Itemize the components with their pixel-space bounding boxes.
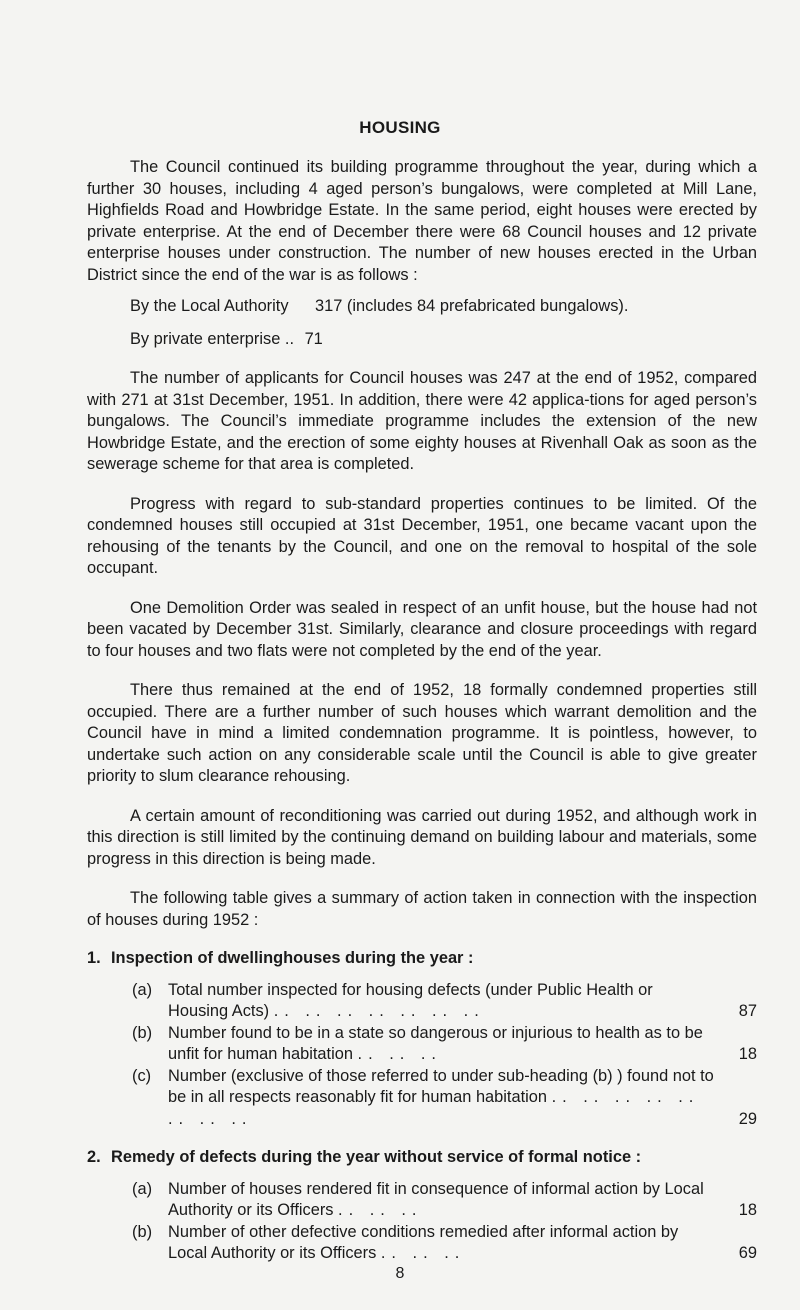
item-dot-leader: .. .. .. — [380, 1244, 466, 1262]
list-item — [132, 1222, 757, 1265]
paragraph-table-intro: The following table gives a summary of action taken in connection with the inspection of houses during 1952 : — [87, 889, 757, 929]
item-text — [168, 1222, 717, 1265]
list-item — [132, 980, 757, 1023]
section-title-text: Remedy of defects during the year without service of formal notice : — [111, 1148, 642, 1166]
stat-private-enterprise — [130, 329, 757, 351]
paragraph-reconditioning: A certain amount of reconditioning was carried out during 1952, and although work in this direction is still limited by the continuing demand on building labour and materials, some progress in this direction is being made. — [87, 806, 757, 868]
stat-local-authority-label: By the Local Authority — [130, 297, 289, 315]
item-value: 69 — [738, 1244, 757, 1262]
item-dot-leader: .. .. .. .. .. .. .. .. — [168, 1088, 700, 1128]
item-dot-leader: .. .. .. — [338, 1201, 423, 1219]
item-letter: (a) — [132, 1179, 153, 1198]
section-inspection-title — [87, 948, 757, 970]
paragraph-building-programme: The Council continued its building programme throughout the year, during which a further 30 houses, including 4 aged person’s bungalows, were completed at Mill Lane, Highfields Road and Howbridge Estate. In the same period, eight houses were erected by private enterprise. At the end of December there were 68 Council houses and 12 private enterprise houses under construction. The number of new houses erected in the Urban District since the end of the war is as follows : — [87, 158, 757, 284]
paragraph-sub-standard: Progress with regard to sub-standard properties continues to be limited. Of the condemned houses still occupied at 31st December, 1951, one became vacant upon the rehousing of the tenants by the Council, and one on the removal to hospital of the sole occupant. — [87, 494, 757, 577]
list-item — [132, 1023, 757, 1066]
stat-local-authority — [130, 296, 757, 318]
stat-local-authority-value: 317 (includes 84 prefabricated bungalows). — [315, 297, 629, 315]
stat-private-enterprise-dots: .. — [284, 329, 294, 348]
item-text-content: Number found to be in a state so dangerous or injurious to health as to be unfit for human habitation — [168, 1023, 703, 1063]
stat-private-enterprise-value: 71 — [304, 329, 323, 348]
list-item — [132, 1179, 757, 1222]
item-text — [168, 1179, 717, 1222]
item-value: 18 — [738, 1201, 757, 1219]
item-value: 29 — [738, 1109, 757, 1128]
page-heading: HOUSING — [359, 118, 441, 137]
page-number: 8 — [395, 1265, 405, 1282]
item-dot-leader: .. .. .. — [357, 1045, 442, 1063]
item-text-content: Number (exclusive of those referred to under sub-heading (b) ) found not to be in all respects reasonably fit for human habitation — [168, 1066, 714, 1106]
item-dot-leader: .. .. .. .. .. .. .. — [273, 1002, 485, 1020]
item-letter: (b) — [132, 1222, 153, 1241]
section-number: 2. — [87, 1148, 101, 1166]
item-letter: (b) — [132, 1023, 153, 1042]
paragraph-applicants: The number of applicants for Council houses was 247 at the end of 1952, compared with 271 at 31st December, 1951. In addition, there were 42 applica-tions for aged person’s bungalows. The Council’s immediate programme includes the extension of the new Howbridge Estate, and the erection of some eighty houses at Rivenhall Oak as soon as the sewerage scheme for that area is completed. — [87, 369, 757, 473]
item-text-content: Number of other defective conditions remedied after informal action by Local Authority or its Officers — [168, 1222, 679, 1262]
document-body — [87, 157, 757, 1265]
item-letter: (c) — [132, 1066, 152, 1085]
item-value: 87 — [738, 1002, 757, 1020]
item-text — [168, 980, 717, 1023]
item-value: 18 — [738, 1045, 757, 1063]
section-inspection-items — [132, 980, 757, 1131]
list-item — [132, 1066, 757, 1131]
item-text — [168, 1066, 717, 1131]
paragraph-demolition-order: One Demolition Order was sealed in respect of an unfit house, but the house had not been vacated by December 31st. Similarly, clearance and closure proceedings with regard to four houses and two flats were not completed by the end of the year. — [87, 598, 757, 660]
section-title-text: Inspection of dwellinghouses during the year : — [111, 949, 474, 967]
item-text-content: Number of houses rendered fit in consequence of informal action by Local Authority or its Officers — [168, 1179, 704, 1219]
stat-private-enterprise-label: By private enterprise — [130, 329, 281, 348]
section-number: 1. — [87, 949, 101, 967]
item-text — [168, 1023, 717, 1066]
section-remedy-title — [87, 1147, 757, 1169]
item-text-content: Total number inspected for housing defects (under Public Health or Housing Acts) — [168, 980, 653, 1020]
paragraph-condemned-properties: There thus remained at the end of 1952, 18 formally condemned properties still occupied. There are a further number of such houses which warrant demolition and the Council have in mind a limited condemnation programme. It is pointless, however, to undertake such action on any considerable scale until the Council is able to give greater priority to slum clearance rehousing. — [87, 681, 757, 785]
section-remedy-items — [132, 1179, 757, 1265]
item-letter: (a) — [132, 980, 153, 999]
